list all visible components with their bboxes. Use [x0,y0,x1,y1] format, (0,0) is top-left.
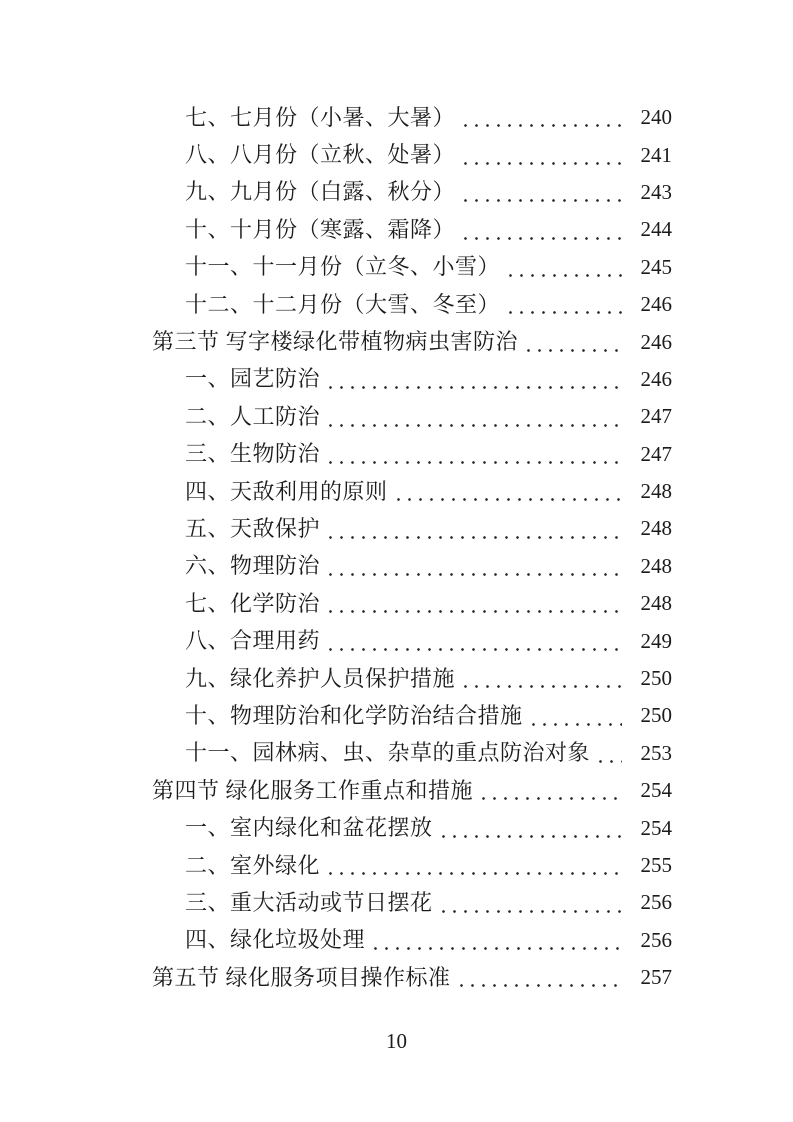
toc-entry[interactable] [152,735,672,772]
dot-leader [329,872,622,875]
toc-entry-title: 十一、园林病、虫、杂草的重点防治对象 [185,740,591,766]
dot-leader [329,536,622,539]
page-number: 10 [386,1029,407,1053]
toc-entry[interactable] [152,922,672,959]
dot-leader [599,760,622,763]
toc-entry-page-number: 248 [640,479,672,504]
toc-list [152,99,672,996]
toc-entry-page-number: 246 [640,366,672,391]
toc-entry-title: 十、物理防治和化学防治结合措施 [185,702,523,728]
dot-leader [464,237,622,240]
toc-entry-section[interactable] [152,959,672,996]
toc-entry-page-number: 240 [640,105,672,130]
toc-entry-page-number: 255 [640,853,672,877]
toc-entry-title: 二、室外绿化 [185,852,321,878]
toc-entry-title: 五、天敌保护 [185,515,321,541]
toc-entry-title: 四、天敌利用的原则 [185,478,388,504]
toc-entry[interactable] [152,884,672,921]
toc-entry[interactable] [152,847,672,884]
toc-entry[interactable] [152,286,672,323]
toc-entry-page-number: 250 [640,703,672,728]
toc-entry-page-number: 253 [640,740,672,765]
toc-entry-title: 第四节 绿化服务工作重点和措施 [152,777,474,803]
toc-entry-page-number: 250 [640,666,672,691]
toc-entry-title: 十、十月份（寒露、霜降） [185,216,456,242]
toc-entry[interactable] [152,585,672,622]
dot-leader [329,461,622,464]
toc-entry[interactable] [152,436,672,473]
page-footer [0,1028,793,1054]
toc-entry[interactable] [152,548,672,585]
toc-entry[interactable] [152,660,672,697]
toc-entry-title: 八、八月份（立秋、处暑） [185,142,456,168]
dot-leader [532,723,622,726]
toc-entry-page-number: 245 [640,254,672,279]
toc-entry-page-number: 247 [640,441,672,466]
dot-leader [527,349,622,352]
toc-entry[interactable] [152,99,672,136]
toc-entry-page-number: 254 [640,815,672,840]
toc-entry-title: 九、绿化养护人员保护措施 [185,665,456,691]
toc-entry[interactable] [152,249,672,286]
toc-entry[interactable] [152,398,672,435]
toc-entry-page-number: 243 [640,179,672,204]
toc-entry-title: 七、七月份（小暑、大暑） [185,104,456,130]
dot-leader [509,311,622,314]
toc-entry-page-number: 248 [640,553,672,578]
toc-entry-title: 第五节 绿化服务项目操作标准 [152,964,451,990]
toc-entry-title: 六、物理防治 [185,553,321,579]
toc-entry-page-number: 244 [640,217,672,242]
dot-leader [329,573,622,576]
dot-leader [464,162,622,165]
toc-entry-page-number: 248 [640,591,672,616]
dot-leader [329,386,622,389]
toc-entry-page-number: 241 [640,142,672,167]
dot-leader [464,124,622,127]
dot-leader [509,274,622,277]
toc-entry-page-number: 246 [640,292,672,317]
toc-entry-page-number: 254 [640,778,672,803]
toc-entry-title: 九、九月份（白露、秋分） [185,179,456,205]
dot-leader [460,984,622,987]
dot-leader [329,648,622,651]
toc-entry[interactable] [152,211,672,248]
dot-leader [329,424,622,427]
toc-entry-section[interactable] [152,772,672,809]
toc-entry[interactable] [152,809,672,846]
toc-entry-title: 三、重大活动或节日摆花 [185,889,433,915]
toc-entry[interactable] [152,622,672,659]
toc-entry-title: 八、合理用药 [185,628,321,654]
toc-entry-page-number: 256 [640,890,672,915]
toc-entry-title: 一、室内绿化和盆花摆放 [185,815,433,841]
dot-leader [482,797,622,800]
toc-entry-page-number: 247 [640,404,672,429]
toc-entry[interactable] [152,697,672,734]
toc-entry[interactable] [152,473,672,510]
toc-entry-title: 三、生物防治 [185,441,321,467]
dot-leader [329,610,622,613]
dot-leader [374,947,622,950]
toc-entry-page-number: 257 [640,965,672,990]
toc-entry[interactable] [152,174,672,211]
toc-entry-page-number: 249 [640,628,672,653]
dot-leader [397,498,622,501]
toc-entry-title: 第三节 写字楼绿化带植物病虫害防治 [152,329,519,355]
toc-entry[interactable] [152,136,672,173]
toc-entry[interactable] [152,361,672,398]
toc-entry-page-number: 248 [640,516,672,541]
toc-entry-page-number: 246 [640,329,672,354]
toc-entry-section[interactable] [152,323,672,360]
toc-entry-title: 一、园艺防治 [185,366,321,392]
toc-entry-title: 二、人工防治 [185,403,321,429]
dot-leader [442,835,622,838]
dot-leader [464,199,622,202]
toc-entry-title: 十一、十一月份（立冬、小雪） [185,254,501,280]
toc-entry-page-number: 256 [640,927,672,952]
toc-entry-title: 七、化学防治 [185,590,321,616]
toc-entry[interactable] [152,510,672,547]
toc-entry-title: 十二、十二月份（大雪、冬至） [185,291,501,317]
dot-leader [442,910,622,913]
dot-leader [464,685,622,688]
toc-entry-title: 四、绿化垃圾处理 [185,927,366,953]
